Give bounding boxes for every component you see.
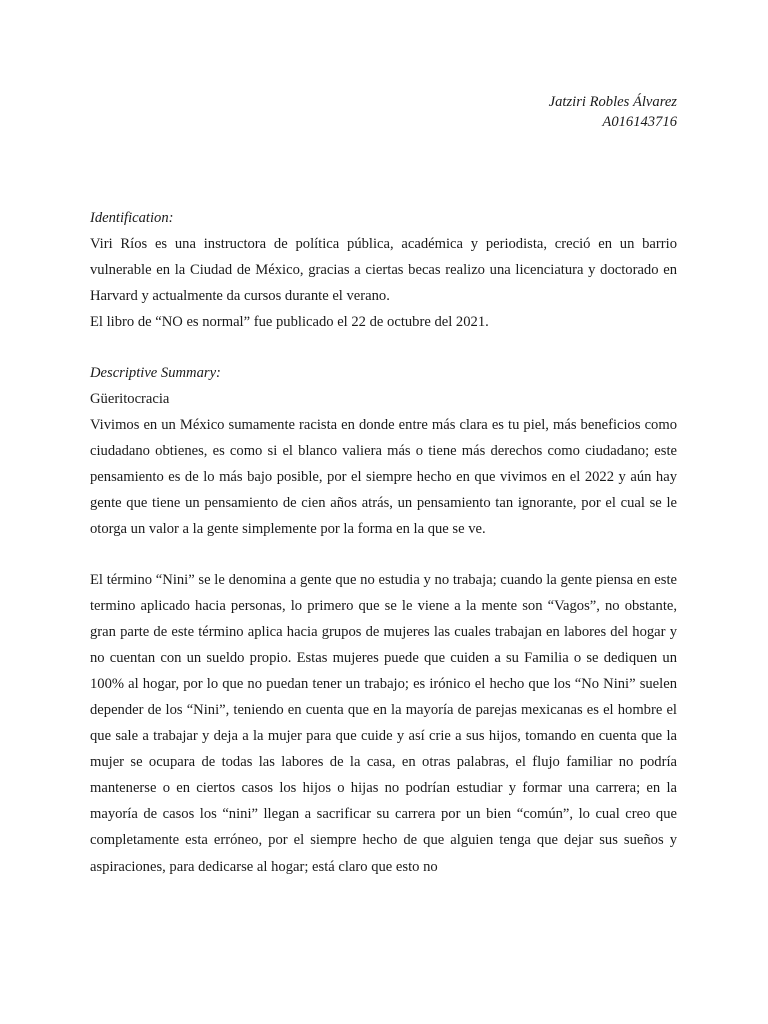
identification-section <box>90 205 677 335</box>
summary-paragraph-1: Vivimos en un México sumamente racista en donde entre más clara es tu piel, más beneficios como ciudadano obtienes, es como si el blanco valiera más o tiene más derechos como ciudadano; este pensamiento es de lo más bajo posible, por el siempre hecho en que vivimos en el 2022 y aún hay gente que tiene un pensamiento de cien años atrás, un pensamiento tan ignorante, por el cual se le otorga un valor a la gente simplemente por la forma en la que se ve. <box>90 417 677 537</box>
student-id: A016143716 <box>602 114 677 130</box>
publication-line: El libro de “NO es normal” fue publicado el 22 de octubre del 2021. <box>90 314 489 330</box>
summary-heading: Descriptive Summary: <box>90 365 221 381</box>
author-name: Jatziri Robles Álvarez <box>548 94 677 110</box>
summary-subtitle: Güeritocracia <box>90 391 170 407</box>
identification-paragraph: Viri Ríos es una instructora de política pública, académica y periodista, creció en un barrio vulnerable en la Ciudad de México, gracias a ciertas becas realizo una licenciatura y doctorado en Harvard y actualmente da cursos durante el verano. <box>90 236 677 304</box>
summary-section <box>90 360 677 880</box>
section-gap <box>90 335 677 360</box>
identification-heading: Identification: <box>90 210 174 226</box>
document-page <box>90 92 677 880</box>
author-block <box>90 92 677 132</box>
summary-paragraph-2: El término “Nini” se le denomina a gente que no estudia y no trabaja; cuando la gente piensa en este termino aplicado hacia personas, lo primero que se le viene a la mente son “Vagos”, no obstante, gran parte de este término aplica hacia grupos de mujeres las cuales trabajan en labores del hogar y no cuentan con un sueldo propio. Estas mujeres puede que cuiden a su Familia o se dediquen un 100% al hogar, por lo que no puedan tener un trabajo; es irónico el hecho que los “No Nini” suelen depender de los “Nini”, teniendo en cuenta que en la mayoría de parejas mexicanas es el hombre el que sale a trabajar y deja a la mujer para que cuide y así crie a sus hijos, tomando en cuenta que la mujer se ocupara de todas las labores de la casa, en otras palabras, el flujo familiar no podría mantenerse o en ciertos casos los hijos o hijas no podrían estudiar y formar una carrera; en la mayoría de casos los “nini” llegan a sacrificar su carrera por un bien “común”, lo cual creo que completamente esta erróneo, por el siempre hecho de que alguien tenga que dejar sus sueños y aspiraciones, para dedicarse al hogar; está claro que esto no <box>90 572 677 875</box>
paragraph-gap <box>90 542 677 567</box>
